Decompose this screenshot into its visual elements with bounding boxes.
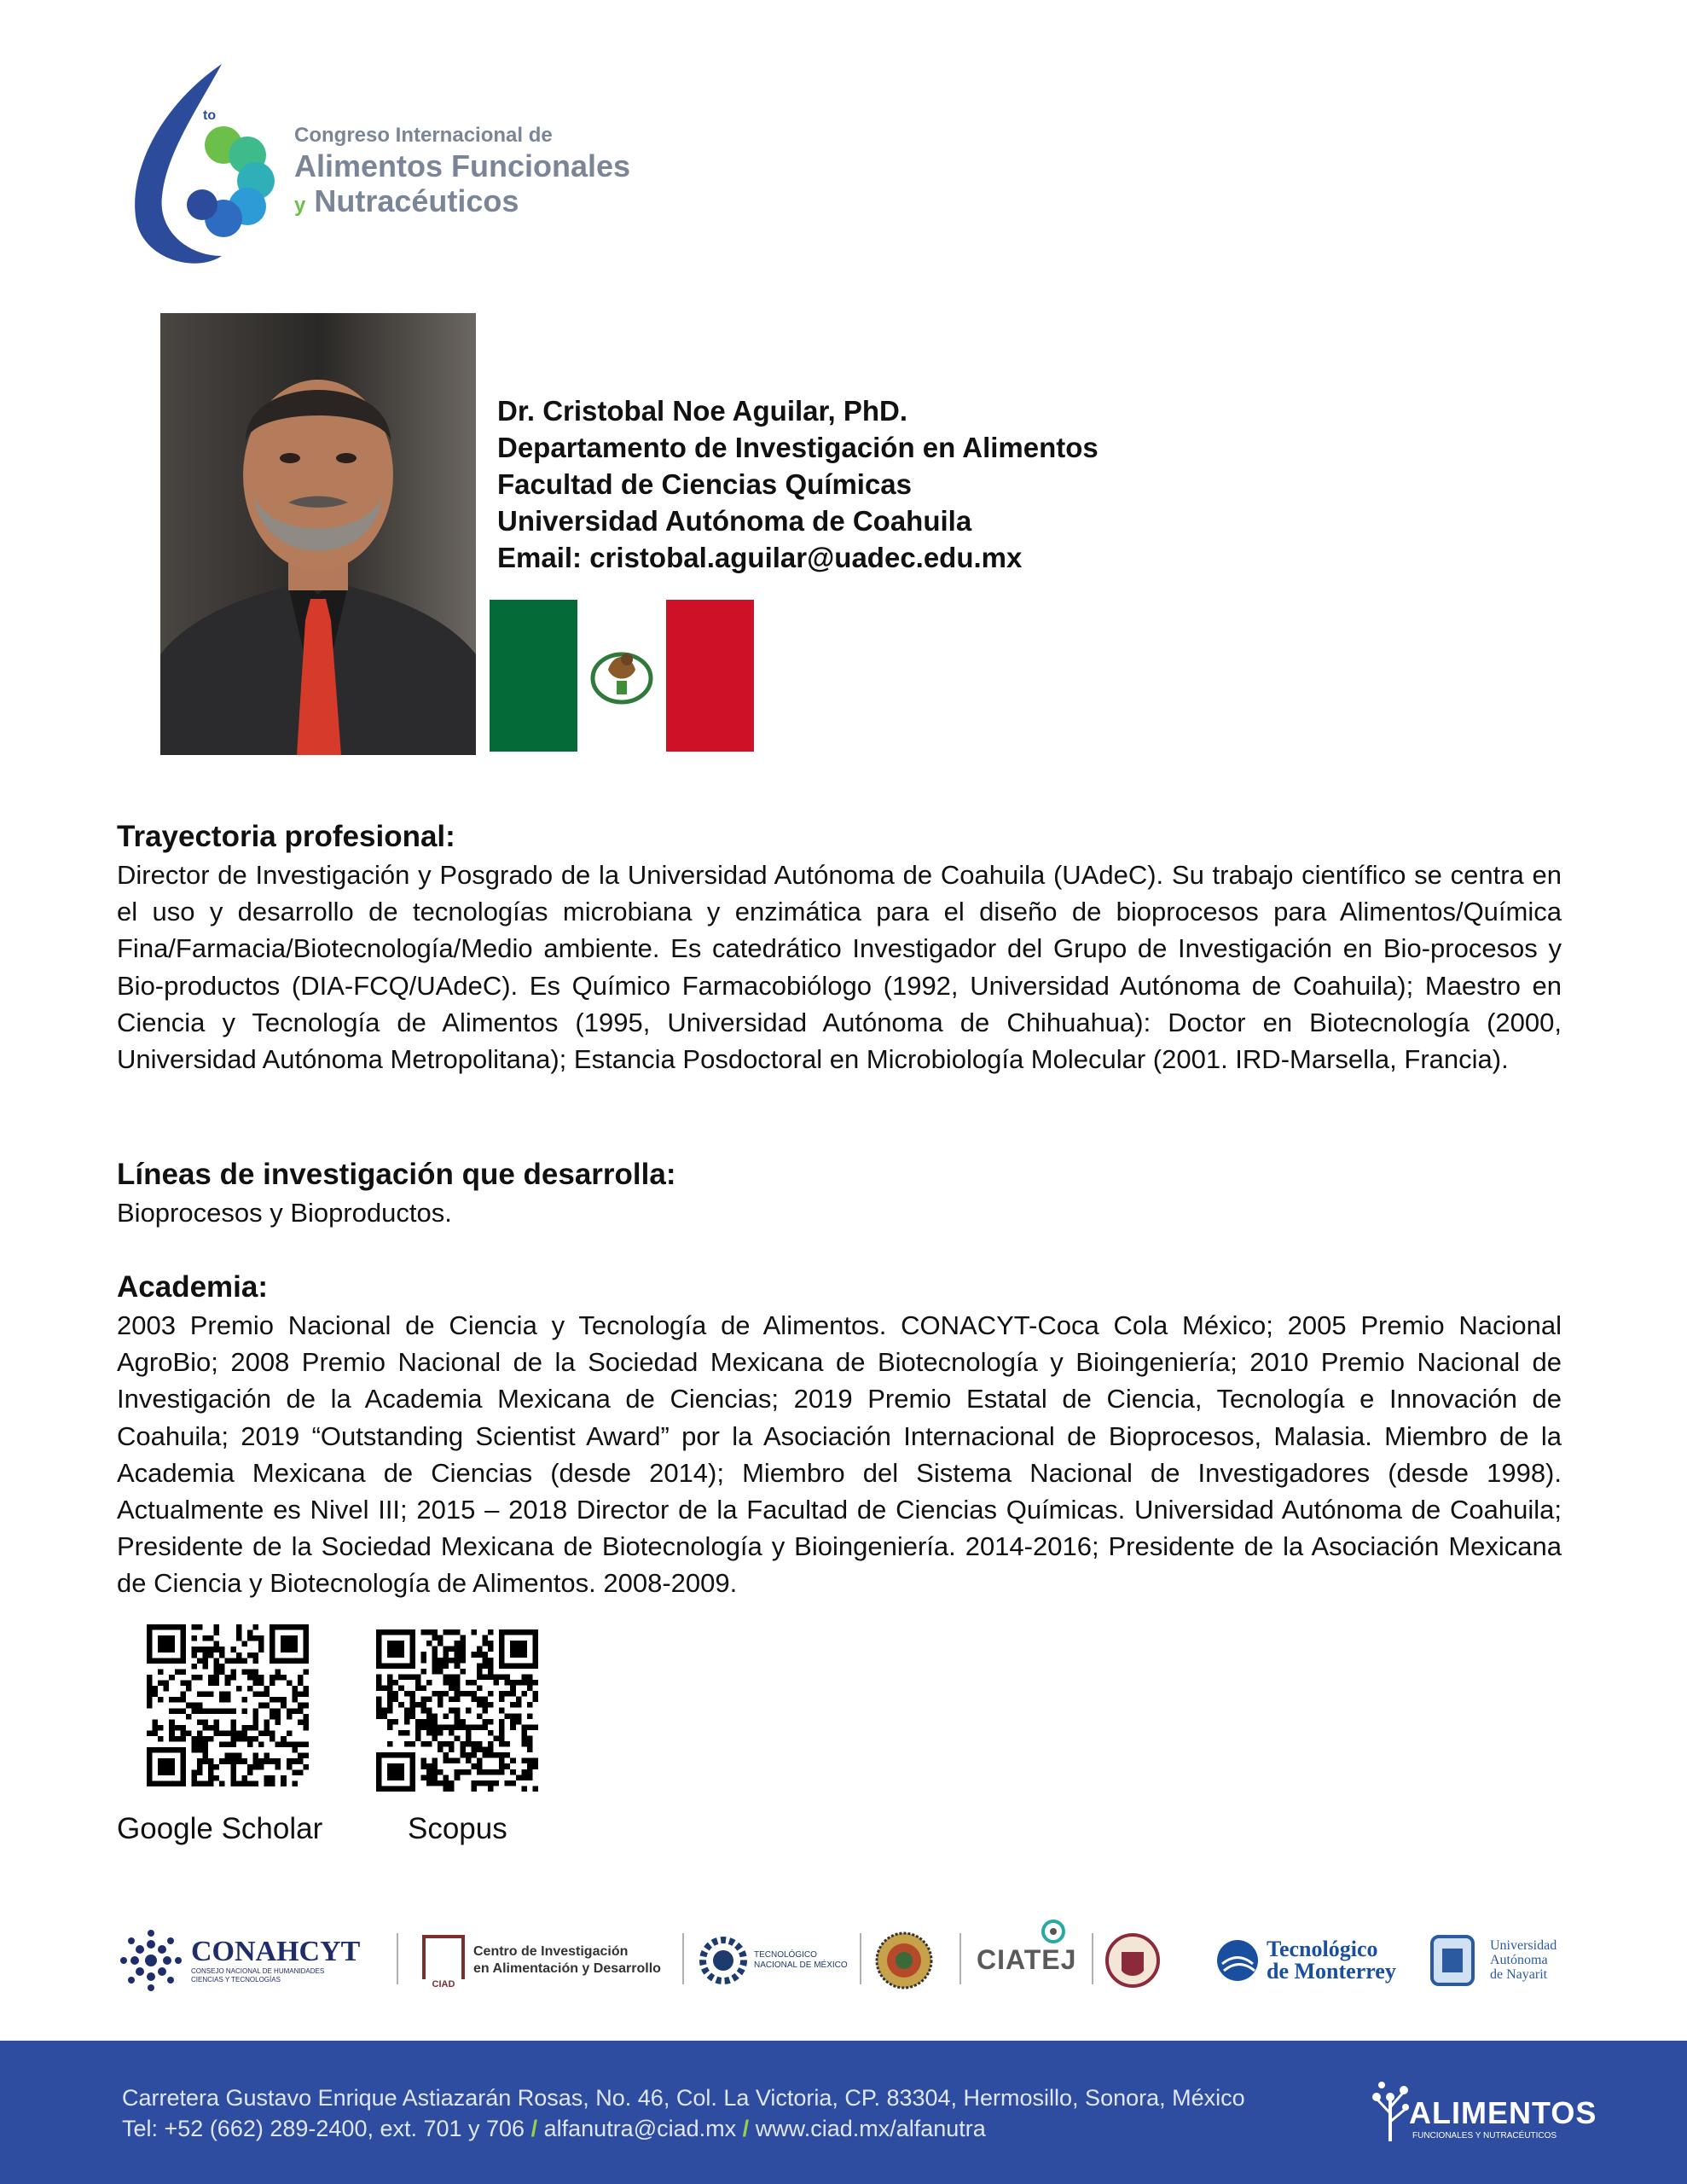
lineas-body: Bioprocesos y Bioproductos. [117,1198,452,1228]
google-scholar-qr-code[interactable] [147,1624,309,1786]
profile-university: Universidad Autónoma de Coahuila [497,505,972,537]
footer-sep-1: / [530,2116,538,2141]
trayectoria-title: Trayectoria profesional: [117,820,455,853]
footer-contact [122,2116,986,2142]
congress-logo-text [294,124,630,219]
tec-monterrey-logo [1215,1920,1412,2001]
scopus-label[interactable]: Scopus [408,1812,507,1845]
tec-line2: de Monterrey [1267,1958,1396,1984]
profile-faculty: Facultad de Ciencias Químicas [497,468,913,500]
section-academia [117,1268,1562,1602]
tecnm-line2: NACIONAL DE MÉXICO [754,1960,848,1970]
ciad-line1: Centro de Investigación [473,1943,629,1959]
footer-logo-main: ALIMENTOS [1409,2095,1597,2130]
logo-line2: Alimentos Funcionales [294,148,631,183]
university-seal-logo [874,1920,942,2001]
profile-email[interactable]: Email: cristobal.aguilar@uadec.edu.mx [497,542,1023,573]
uan-logo [1420,1920,1586,2001]
logo-line1: Congreso Internacional de [294,124,553,147]
scopus-qr-code[interactable] [376,1629,538,1792]
academia-title: Academia: [117,1270,269,1304]
conahcyt-name: CONAHCYT [191,1935,361,1967]
congress-logo [119,60,665,273]
conahcyt-sub1: CONSEJO NACIONAL DE HUMANIDADES [191,1966,325,1975]
ciad-abbr: CIAD [422,1979,465,1989]
tec-globe-icon [1215,1938,1260,1983]
ciatej-logo [977,1920,1096,2001]
footer-sep-2: / [742,2116,750,2141]
svg-text:to: to [203,108,217,123]
uan-line1: Universidad [1490,1938,1557,1953]
university-crest-logo [1104,1920,1173,2001]
ciad-line2: en Alimentación y Desarrollo [473,1960,661,1976]
alimentos-footer-logo [1365,2075,1597,2152]
logo-line3-text: Nutracéuticos [314,183,519,219]
footer-phone: Tel: +52 (662) 289-2400, ext. 701 y 706 [122,2116,525,2141]
uan-line2: Autónoma [1490,1953,1548,1967]
profile-info [497,392,1099,576]
seal-icon [874,1931,934,1990]
profile-name: Dr. Cristobal Noe Aguilar, PhD. [497,395,908,427]
logo-line3 [294,183,630,218]
profile-photo [160,313,476,755]
tecnm-line1: TECNOLÓGICO [754,1949,817,1960]
ciatej-name: CIATEJ [977,1944,1077,1975]
conahcyt-dots-icon [119,1929,183,1992]
sponsor-logos [119,1920,1586,2001]
lineas-title: Líneas de investigación que desarrolla: [117,1158,676,1191]
profile-department: Departamento de Investigación en Alimentos [497,432,1099,463]
section-lineas [117,1155,1562,1231]
coat-of-arms-icon [577,600,666,752]
google-scholar-label[interactable]: Google Scholar [117,1812,323,1845]
footer-email[interactable]: alfanutra@ciad.mx [543,2116,737,2141]
congress-6-icon [119,60,290,273]
academia-body: 2003 Premio Nacional de Ciencia y Tecnología de Alimentos. CONACYT-Coca Cola México; 2005 Premio Nacional AgroBio; 2008 Premio Nacional de la Sociedad Mexicana de Biotecnología y Bioingeniería; 2010 Premio Nacional de Investigación de la Academia Mexicana de Ciencias; 2019 Premio Estatal de Ciencia, Tecnología e Innovación de Coahuila; 2019 “Outstanding Scientist Award” por la Asociación Internacional de Bioprocesos, Malasia. Miembro de la Academia Mexicana de Ciencias (desde 2014); Miembro del Sistema Nacional de Investigadores (desde 1998). Actualmente es Nivel III; 2015 – 2018 Director de la Facultad de Ciencias Químicas. Universidad Autónoma de Coahuila; Presidente de la Sociedad Mexicana de Biotecnología y Bioingeniería. 2014-2016; Presidente de la Asociación Mexicana de Ciencia y Biotecnología de Alimentos. 2008-2009. [117,1310,1562,1599]
tecnm-gear-icon [699,1932,747,1989]
portrait-illustration [160,313,476,755]
tecnm-logo [699,1920,853,2001]
ciatej-eye-icon [1036,1919,1070,1944]
tec-line1: Tecnológico [1267,1936,1378,1961]
footer [0,2041,1687,2184]
footer-website[interactable]: www.ciad.mx/alfanutra [755,2116,986,2141]
trayectoria-body: Director de Investigación y Posgrado de la Universidad Autónoma de Coahuila (UAdeC). Su trabajo científico se centra en el uso y desarrollo de tecnologías microbiana y enzimática para el diseño de bioprocesos para Alimentos/Química Fina/Farmacia/Biotecnología/Medio ambiente. Es catedrático Investigador del Grupo de Investigación en Bio-procesos y Bio-productos (DIA-FCQ/UAdeC). Es Químico Farmacobiólogo (1992, Universidad Autónoma de Coahuila); Maestro en Ciencia y Tecnología de Alimentos (1995, Universidad Autónoma de Chihuahua): Doctor en Biotecnología (2000, Universidad Autónoma Metropolitana); Estancia Posdoctoral en Microbiología Molecular (2001. IRD-Marsella, Francia). [117,860,1562,1075]
footer-address: Carretera Gustavo Enrique Astiazarán Rosas, No. 46, Col. La Victoria, CP. 83304, Hermosillo, Sonora, México [122,2085,1245,2111]
ciad-icon [422,1935,465,1989]
crest-icon [1104,1928,1161,1993]
section-trayectoria [117,817,1562,1077]
logo-and: y [294,194,306,218]
uan-line3: de Nayarit [1490,1967,1548,1982]
tree-icon [1365,2075,1416,2143]
conahcyt-sub2: CIENCIAS Y TECNOLOGÍAS [191,1975,281,1984]
uan-crest-icon [1420,1928,1485,1993]
mexico-flag-icon [490,600,754,752]
footer-logo-sub: FUNCIONALES Y NUTRACÉUTICOS [1412,2131,1557,2140]
conahcyt-logo [119,1920,375,2001]
